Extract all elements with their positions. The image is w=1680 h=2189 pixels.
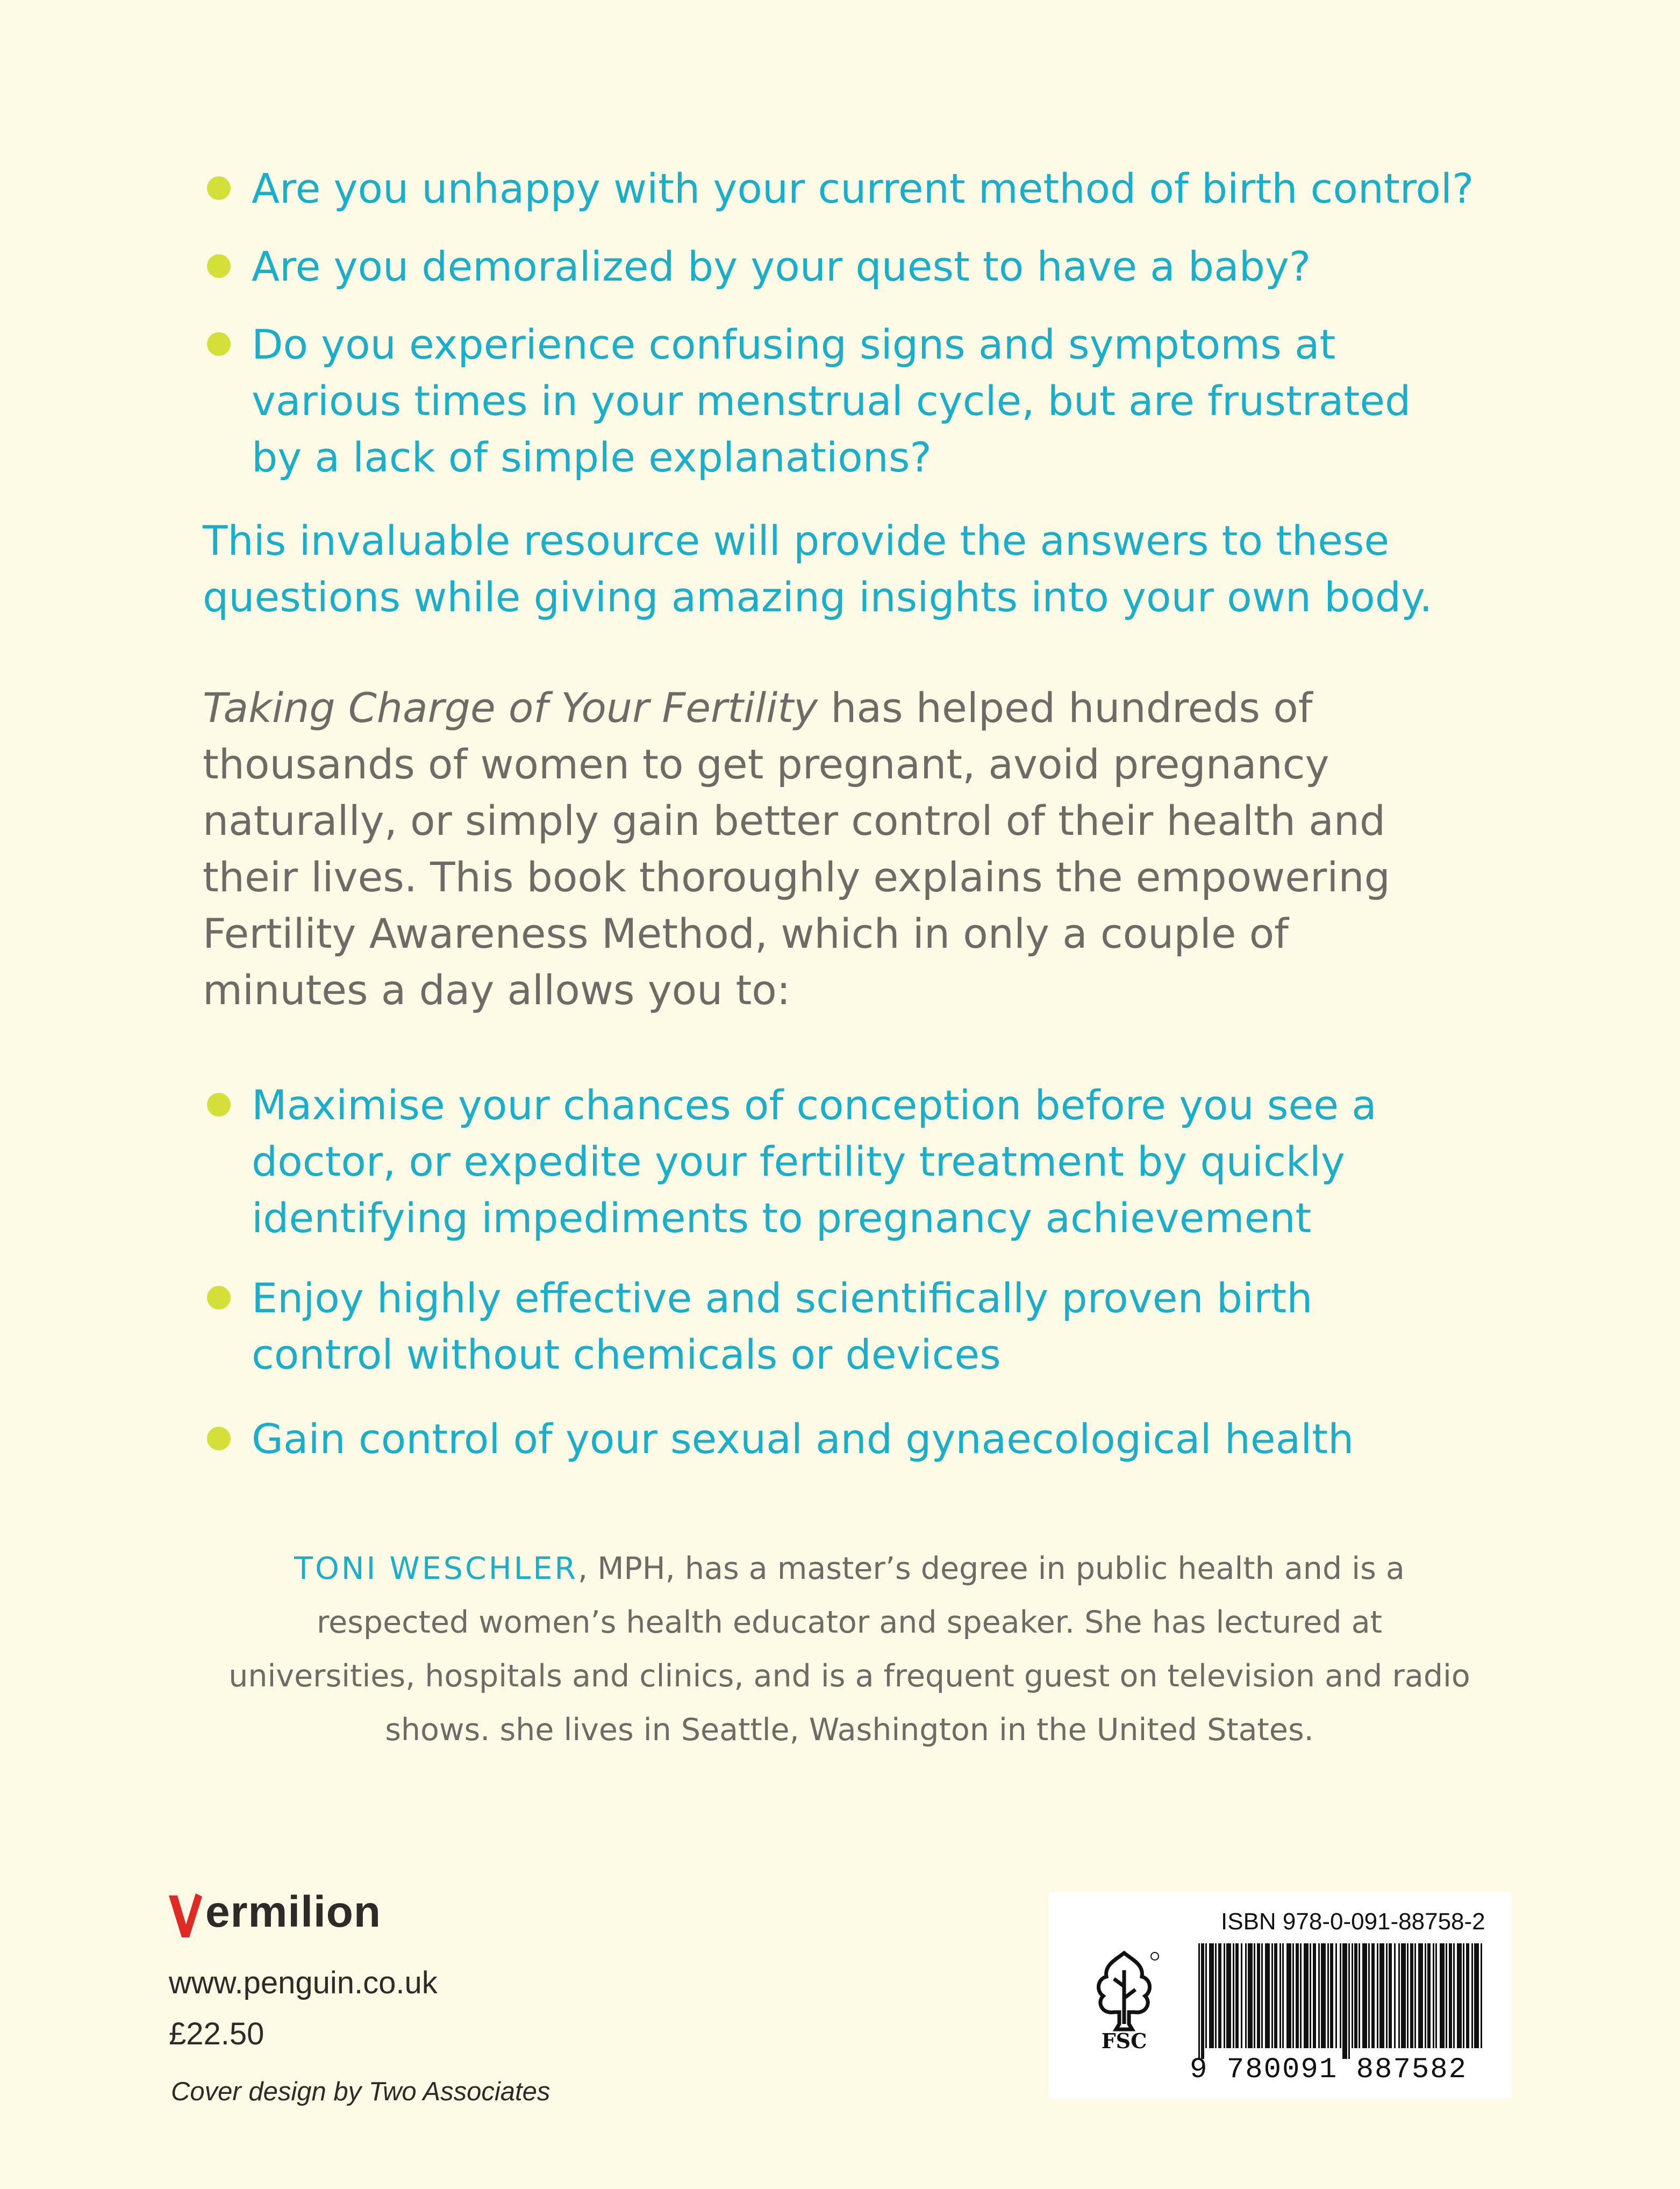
cover-credit: Cover design by Two Associates <box>171 2077 551 2106</box>
question-text: Do you experience confusing signs and symptoms at various times in your menstrual cycle, but are frustrated by a lack of simple explanations? <box>252 320 1411 481</box>
publisher-wordmark: ermilion <box>205 1887 381 1936</box>
author-name: TONI WESCHLER <box>294 1551 578 1586</box>
question-text: Are you unhappy with your current method of birth control? <box>252 164 1474 212</box>
bullet-dot-icon <box>207 332 231 356</box>
publisher-url: www.penguin.co.uk <box>169 1965 438 2000</box>
intro-text: has helped hundreds of thousands of women to get pregnant, avoid pregnancy naturally, or simply gain better control of their health and their lives. This book thoroughly explains the empowering Fertility Awareness Method, which in only a couple of minutes a day allows you to: <box>203 684 1390 1014</box>
list-item <box>207 160 1562 217</box>
list-item <box>207 316 1434 485</box>
isbn-label: ISBN 978-0-091-88758-2 <box>1221 1908 1485 1935</box>
author-bio <box>226 1542 1473 1757</box>
benefit-list <box>207 1077 1562 1467</box>
barcode-icon <box>1198 1943 1489 2059</box>
question-list <box>207 160 1562 485</box>
intro-paragraph <box>203 679 1439 1018</box>
barcode-digits: 9 780091 887582 <box>1190 2054 1468 2086</box>
benefit-text: Gain control of your sexual and gynaecological health <box>252 1415 1354 1463</box>
bullet-dot-icon <box>207 1286 231 1310</box>
price: £22.50 <box>169 2016 264 2051</box>
barcode-panel <box>1049 1892 1511 2098</box>
vermilion-v-icon <box>168 1891 204 1940</box>
question-text: Are you demoralized by your quest to have a baby? <box>252 242 1311 290</box>
book-title: Taking Charge of Your Fertility <box>203 684 818 732</box>
list-item <box>207 1077 1424 1246</box>
bullet-dot-icon <box>207 254 231 278</box>
benefit-text: Enjoy highly effective and scientifically proven birth control without chemicals or devices <box>252 1274 1313 1378</box>
resource-paragraph: This invaluable resource will provide the answers to these questions while giving amazing insights into your own body. <box>203 517 1433 621</box>
list-item <box>207 238 1562 295</box>
bio-text: , MPH, has a master’s degree in public health and is a respected women’s health educator and speaker. She has lectured at universities, hospitals and clinics, and is a frequent guest on television and radio shows. she lives in Seattle, Washington in the United States. <box>228 1551 1470 1748</box>
bullet-dot-icon <box>207 1427 231 1450</box>
list-item <box>207 1270 1381 1383</box>
bullet-dot-icon <box>207 176 231 200</box>
list-item <box>207 1411 1562 1467</box>
benefit-text: Maximise your chances of conception before you see a doctor, or expedite your fertility treatment by quickly identifying impediments to pregnancy achievement <box>252 1081 1377 1242</box>
fsc-label: FSC <box>1101 2029 1147 2051</box>
fsc-tree-icon <box>1084 1949 1164 2051</box>
bullet-dot-icon <box>207 1093 231 1117</box>
